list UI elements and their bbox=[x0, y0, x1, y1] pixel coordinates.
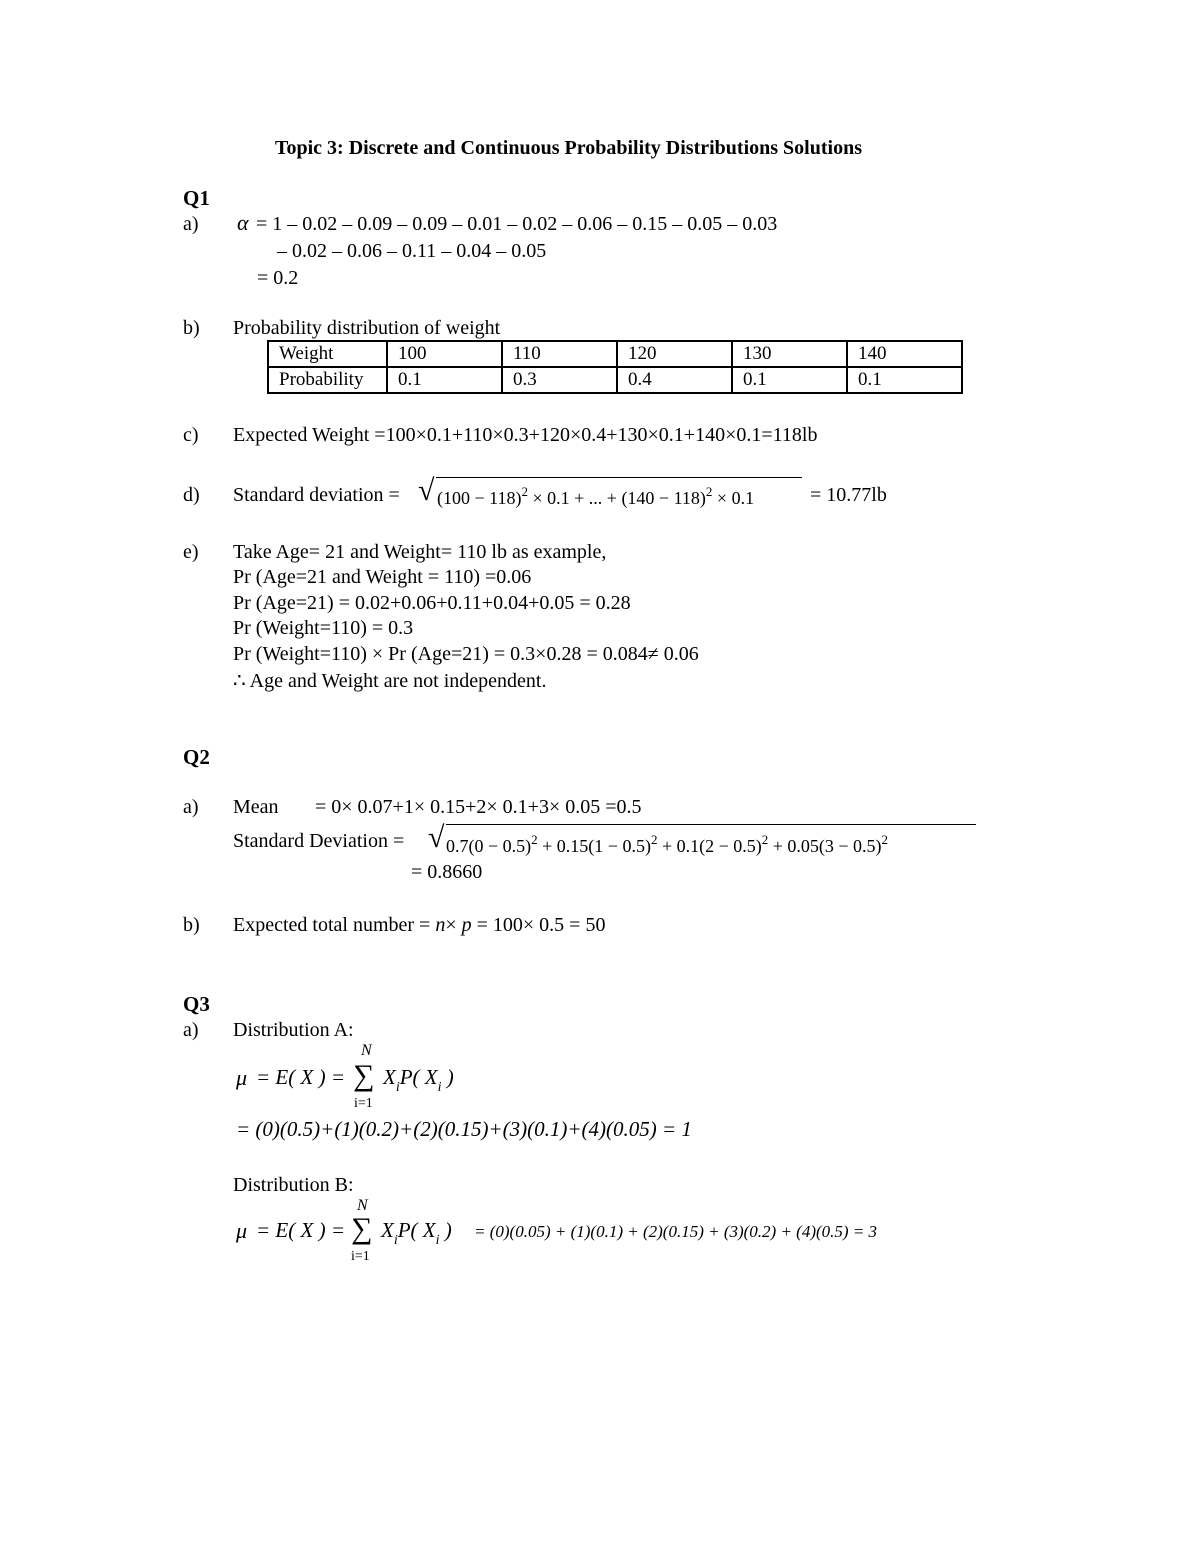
q1a-line2: – 0.02 – 0.06 – 0.11 – 0.04 – 0.05 bbox=[277, 240, 547, 262]
q1e-line: Pr (Weight=110) = 0.3 bbox=[233, 617, 414, 639]
q3a-eq-lhs: = E( X ) = bbox=[256, 1065, 345, 1089]
q1a-label: a) bbox=[183, 213, 199, 235]
q1b-text: Probability distribution of weight bbox=[233, 317, 501, 339]
sum-upper-limit: N bbox=[361, 1042, 372, 1059]
table-cell: Weight bbox=[268, 341, 387, 367]
q3-heading: Q3 bbox=[183, 992, 210, 1016]
table-cell: Probability bbox=[268, 367, 387, 393]
q2a-sd-radicand: $0.7(0 - 0.5)^2 + 0.15(1 - 0.5)^2 + 0.1(2 - 0.5)^2 + 0.05(3 - 0.5)^2$ bbox=[446, 832, 889, 856]
q1e-line: Pr (Weight=110) × Pr (Age=21) = 0.3×0.28 = 0.084≠ 0.06 bbox=[233, 643, 699, 665]
sqrt-icon: √ bbox=[418, 474, 435, 507]
q2b-text: Expected total number = n× p = 100× 0.5 = 50 bbox=[233, 914, 606, 936]
table-cell: 130 bbox=[732, 341, 847, 367]
table-cell: 120 bbox=[617, 341, 732, 367]
sum-lower-limit: i=1 bbox=[354, 1096, 373, 1111]
q3a-line2: = (0)(0.5)+(1)(0.2)+(2)(0.15)+(3)(0.1)+(4)(0.05) = 1 bbox=[236, 1117, 692, 1141]
table-row bbox=[268, 367, 962, 393]
table-cell: 100 bbox=[387, 341, 502, 367]
table-cell: 0.1 bbox=[387, 367, 502, 393]
sum-lower-limit: i=1 bbox=[351, 1249, 370, 1264]
q3a-dist-a: Distribution A: bbox=[233, 1019, 354, 1041]
q3b-summand: $X_iP$( $X_i$ ) bbox=[381, 1218, 452, 1248]
q3a-dist-b: Distribution B: bbox=[233, 1174, 354, 1196]
sigma-icon: ∑ bbox=[351, 1212, 373, 1245]
q3b-eq-lhs: = E( X ) = bbox=[256, 1218, 345, 1242]
table-cell: 0.1 bbox=[732, 367, 847, 393]
q1d-result: = 10.77lb bbox=[810, 484, 887, 506]
alpha-symbol: α bbox=[237, 210, 249, 235]
mu-symbol: μ bbox=[236, 1218, 248, 1243]
q1b-label: b) bbox=[183, 317, 200, 339]
q1e-line: ∴ Age and Weight are not independent. bbox=[233, 670, 547, 692]
q2a-sd-result: = 0.8660 bbox=[411, 861, 483, 883]
table-cell: 0.3 bbox=[502, 367, 617, 393]
q3b-rhs: = (0)(0.05) + (1)(0.1) + (2)(0.15) + (3)(0.2) + (4)(0.5) = 3 bbox=[474, 1222, 878, 1241]
q2a-sd-label: Standard Deviation = bbox=[233, 830, 405, 852]
q1e-line: Pr (Age=21 and Weight = 110) =0.06 bbox=[233, 566, 532, 588]
sigma-icon: ∑ bbox=[353, 1059, 375, 1092]
q2a-label: a) bbox=[183, 796, 199, 818]
q1a-line1: = 1 – 0.02 – 0.09 – 0.09 – 0.01 – 0.02 – 0.06 – 0.15 – 0.05 – 0.03 bbox=[256, 213, 778, 235]
q1e-label: e) bbox=[183, 541, 199, 563]
q1c-label: c) bbox=[183, 424, 199, 446]
q1d-radicand: $(100 - 118)^2 \times 0.1$ + ... + $(140 - 118)^2 \times 0.1$ bbox=[437, 484, 755, 508]
table-cell: 140 bbox=[847, 341, 962, 367]
q1a-line3: = 0.2 bbox=[257, 267, 299, 289]
q1e-line: Pr (Age=21) = 0.02+0.06+0.11+0.04+0.05 = 0.28 bbox=[233, 592, 631, 614]
q3a-label: a) bbox=[183, 1019, 199, 1041]
q2b-label: b) bbox=[183, 914, 200, 936]
q3a-summand: $X_iP$( $X_i$ ) bbox=[383, 1065, 454, 1095]
q1d-lead: Standard deviation = bbox=[233, 484, 400, 506]
table-cell: 110 bbox=[502, 341, 617, 367]
q1c-text: Expected Weight =100×0.1+110×0.3+120×0.4+130×0.1+140×0.1=118lb bbox=[233, 424, 818, 446]
mu-symbol: μ bbox=[236, 1065, 248, 1090]
q1e-line: Take Age= 21 and Weight= 110 lb as example, bbox=[233, 541, 607, 563]
sqrt-bar bbox=[446, 824, 976, 825]
table-row bbox=[268, 341, 962, 367]
q2a-mean-expr: = 0× 0.07+1× 0.15+2× 0.1+3× 0.05 =0.5 bbox=[315, 796, 642, 818]
sum-upper-limit: N bbox=[357, 1197, 368, 1214]
table-cell: 0.1 bbox=[847, 367, 962, 393]
table-cell: 0.4 bbox=[617, 367, 732, 393]
page-title: Topic 3: Discrete and Continuous Probability Distributions Solutions bbox=[275, 137, 862, 159]
sqrt-bar bbox=[436, 477, 802, 478]
q2a-mean-label: Mean bbox=[233, 796, 279, 818]
sqrt-icon: √ bbox=[428, 821, 445, 854]
q2-heading: Q2 bbox=[183, 745, 210, 769]
q1-heading: Q1 bbox=[183, 186, 210, 210]
weight-distribution-table bbox=[267, 340, 963, 394]
q1d-label: d) bbox=[183, 484, 200, 506]
